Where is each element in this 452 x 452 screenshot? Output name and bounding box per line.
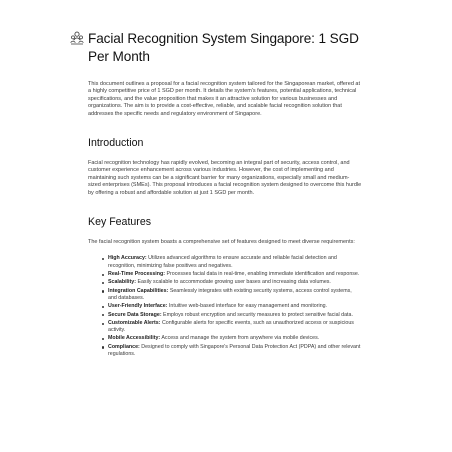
list-item <box>108 288 362 302</box>
key-features-paragraph: The facial recognition system boasts a comprehensive set of features designed to meet diverse requirements: <box>88 239 355 246</box>
people-group-icon <box>70 31 84 45</box>
feature-label: Secure Data Storage: <box>108 311 162 318</box>
feature-label: Compliance: <box>108 343 140 350</box>
feature-label: User-Friendly Interface: <box>108 303 168 310</box>
feature-text: Designed to comply with Singapore's Personal Data Protection Act (PDPA) and other relevant regulations. <box>108 343 361 357</box>
list-item <box>108 255 362 269</box>
feature-text: Utilizes advanced algorithms to ensure accurate and reliable facial detection and recognition, minimizing false positives and negatives. <box>108 255 337 269</box>
list-item <box>108 320 362 334</box>
introduction-paragraph: Facial recognition technology has rapidly evolved, becoming an integral part of security, access control, and customer experience enhancement across various industries. However, the cost of implementing and maintaining such systems can be a significant barrier for many organizations, especially small and medium-sized enterprises (SMEs). This proposal introduces a facial recognition system designed to overcome this hurdle by offering a robust and affordable solution at just 1 SGD per month. <box>88 160 362 196</box>
introduction-heading: Introduction <box>88 137 144 150</box>
feature-label: Real-Time Processing: <box>108 270 166 277</box>
list-item <box>108 303 362 310</box>
feature-text: Easily scalable to accommodate growing user bases and increasing data volumes. <box>135 279 331 286</box>
list-item <box>108 271 362 278</box>
feature-label: Scalability: <box>108 279 136 286</box>
feature-text: Seamlessly integrates with existing security systems, access control systems, and databases. <box>108 287 352 301</box>
feature-label: Mobile Accessibility: <box>108 335 161 342</box>
key-features-heading: Key Features <box>88 216 152 229</box>
intro-paragraph: This document outlines a proposal for a facial recognition system tailored for the Singaporean market, offered at a highly competitive price of 1 SGD per month. It details the system's features, potential applications, technical specifications, and the value proposition that makes it an attractive solution for various businesses and organizations. The aim is to provide a cost-effective, reliable, and scalable facial recognition solution that addresses the specific needs and regulatory environment of Singapore. <box>88 81 360 117</box>
list-item <box>108 312 362 319</box>
feature-text: Configurable alerts for specific events, such as unauthorized access or suspicious activity. <box>108 320 354 334</box>
document-title: Facial Recognition System Singapore: 1 SGD Per Month <box>88 31 359 64</box>
feature-label: Integration Capabilities: <box>108 287 169 294</box>
features-list <box>88 255 362 358</box>
feature-text: Employs robust encryption and security measures to protect sensitive facial data. <box>161 311 353 318</box>
feature-text: Processes facial data in real-time, enabling immediate identification and response. <box>165 270 360 277</box>
list-item <box>108 335 362 342</box>
feature-label: Customizable Alerts: <box>108 320 161 326</box>
list-item <box>108 279 362 286</box>
title-row <box>88 30 362 66</box>
feature-label: High Accuracy: <box>108 255 147 262</box>
feature-text: Access and manage the system from anywhere via mobile devices. <box>160 335 320 342</box>
list-item <box>108 344 362 358</box>
feature-text: Intuitive web-based interface for easy management and monitoring. <box>167 303 328 310</box>
